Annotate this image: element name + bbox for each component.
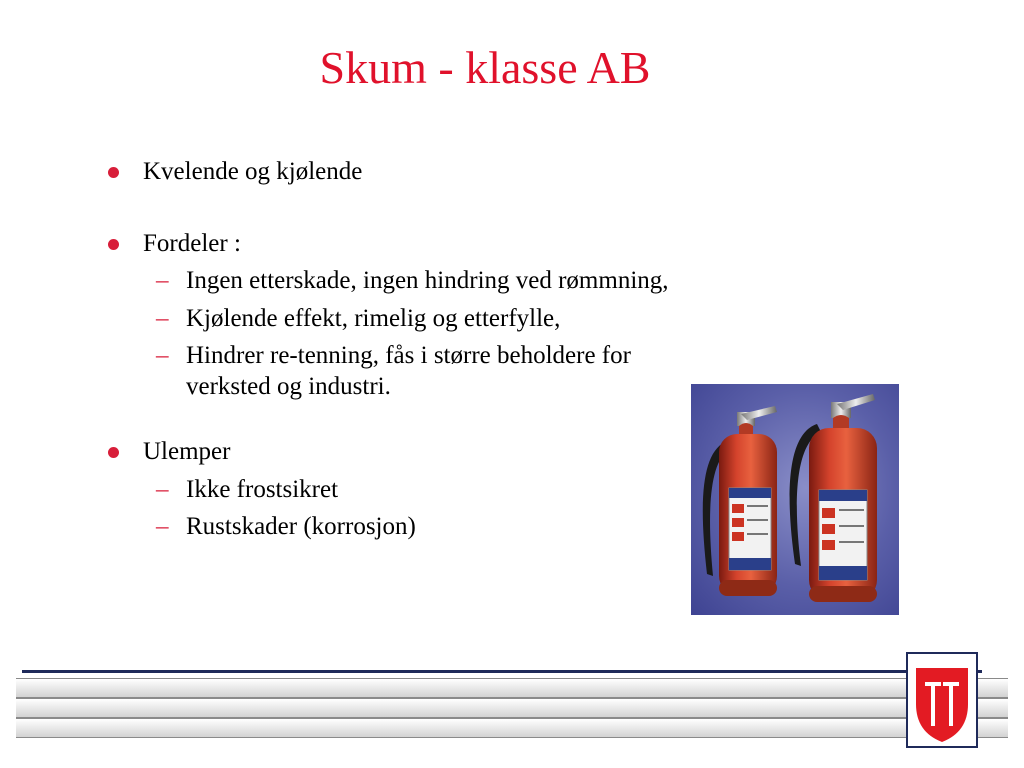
bullet-dot-icon: [108, 167, 119, 178]
logo: [906, 652, 978, 748]
footer-bar: [16, 718, 1008, 738]
bullet-text: Kvelende og kjølende: [143, 158, 363, 185]
fire-extinguisher-photo: [691, 384, 899, 615]
dash-icon: –: [156, 342, 169, 369]
dash-icon: –: [156, 476, 169, 503]
fire-extinguisher-icon: [691, 384, 899, 615]
bullet-text: Ulemper: [143, 438, 231, 465]
footer-decoration: [0, 668, 1024, 748]
sub-text: verksted og industri.: [186, 373, 391, 400]
sub-text: Ikke frostsikret: [186, 476, 339, 503]
bullet-text: Fordeler :: [143, 230, 241, 257]
sub-text: Hindrer re-tenning, fås i større beholdere for: [186, 342, 631, 369]
shield-logo-icon: [908, 654, 976, 746]
dash-icon: –: [156, 267, 169, 294]
footer-bar: [16, 698, 1008, 718]
footer-bar: [16, 678, 1008, 698]
bullet-dot-icon: [108, 447, 119, 458]
footer-top-line: [22, 670, 982, 673]
sub-text: Rustskader (korrosjon): [186, 513, 416, 540]
slide-title: Skum - klasse AB: [319, 42, 651, 93]
sub-text: Ingen etterskade, ingen hindring ved rømmning,: [186, 267, 669, 294]
bullet-dot-icon: [108, 239, 119, 250]
dash-icon: –: [156, 305, 169, 332]
dash-icon: –: [156, 513, 169, 540]
sub-text: Kjølende effekt, rimelig og etterfylle,: [186, 305, 561, 332]
